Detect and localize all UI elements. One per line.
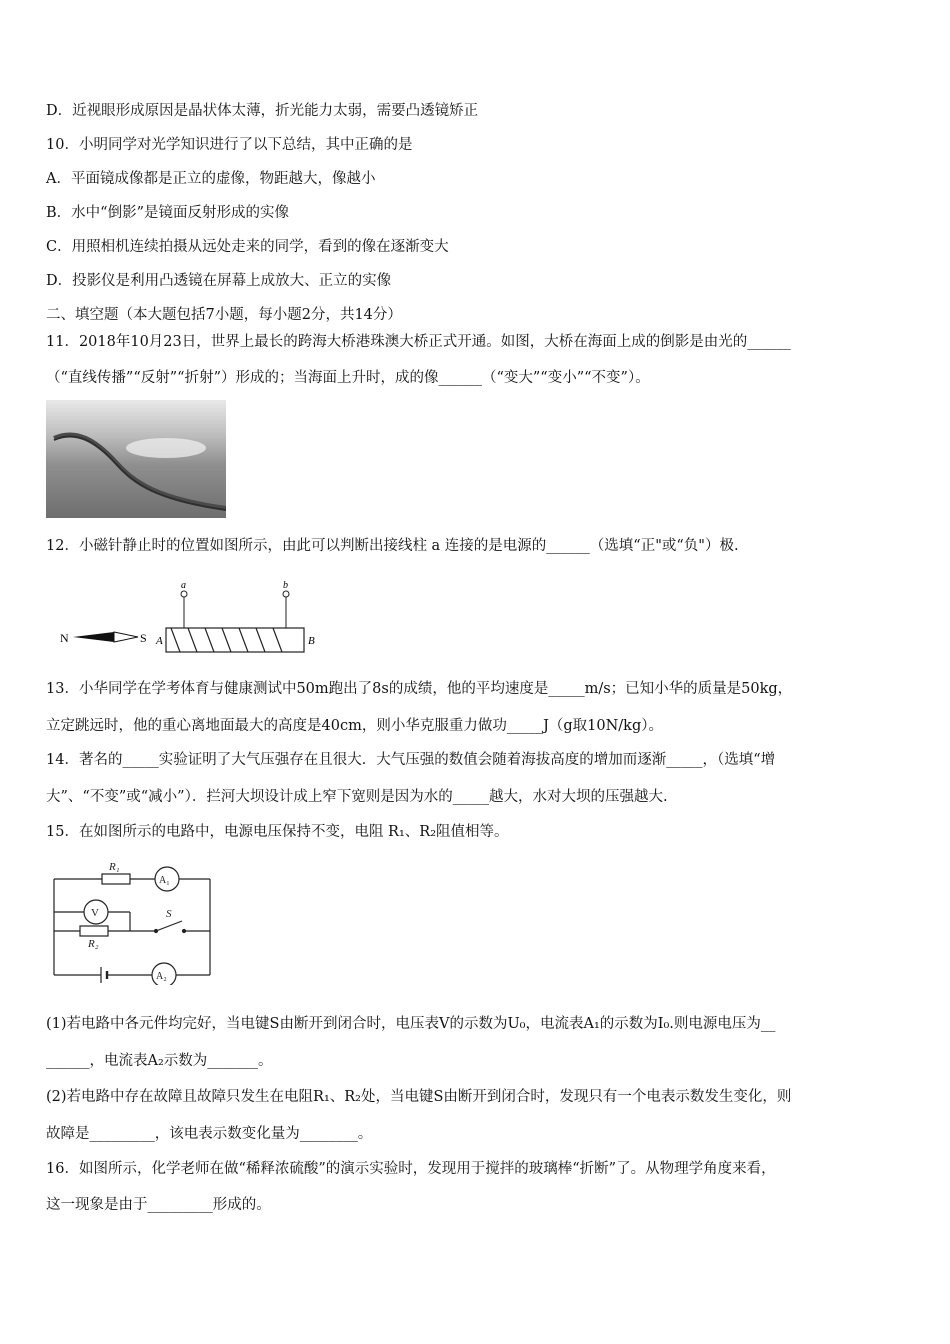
question-16-cont: 这一现象是由于_________形成的。 <box>46 1197 271 1213</box>
question-14: 14．著名的_____实验证明了大气压强存在且很大．大气压强的数值会随着海拔高度的增加而逐渐_____，（选填“增 <box>46 752 776 768</box>
terminal-b-label: b <box>283 580 288 591</box>
question-15: 15．在如图所示的电路中，电源电压保持不变，电阻 R₁、R₂阻值相等。 <box>46 824 509 840</box>
terminal-b-post <box>283 591 289 597</box>
solenoid-core <box>166 628 304 652</box>
magnet-solenoid-figure <box>56 580 336 658</box>
terminal-a-label: a <box>181 580 186 591</box>
resistor-r2 <box>80 926 108 936</box>
question-11: 11．2018年10月23日，世界上最长的跨海大桥港珠澳大桥正式开通。如图，大桥在海面上成的倒影是由光的______ <box>46 334 791 350</box>
option-10a: A．平面镜成像都是正立的虚像，物距越大，像越小 <box>46 171 376 187</box>
r1-label: R₁ <box>109 861 120 873</box>
question-14-cont: 大”、“不变”或“减小”）．拦河大坝设计成上窄下宽则是因为水的_____越大，水对大坝的压强越大. <box>46 789 668 805</box>
solenoid-a-end-label: A <box>156 635 163 647</box>
question-16: 16．如图所示，化学老师在做“稀释浓硫酸”的演示实验时，发现用于搅拌的玻璃棒“折断”了。从物理学角度来看， <box>46 1161 776 1177</box>
option-10b: B．水中“倒影”是镜面反射形成的实像 <box>46 205 289 221</box>
question-15-part2: (2)若电路中存在故障且故障只发生在电阻R₁、R₂处，当电键S由断开到闭合时，发现只有一个电表示数发生变化，则 <box>46 1089 792 1105</box>
section-heading: 二、填空题（本大题包括7小题，每小题2分，共14分） <box>46 307 402 323</box>
magnet-n-label: N <box>60 631 69 645</box>
option-9d: D．近视眼形成原因是晶状体太薄，折光能力太弱，需要凸透镜矫正 <box>46 103 479 119</box>
magnet-s-label: S <box>140 631 147 645</box>
a2-label: A₂ <box>156 971 167 982</box>
question-10: 10．小明同学对光学知识进行了以下总结，其中正确的是 <box>46 137 413 153</box>
r2-label: R₂ <box>88 938 99 950</box>
question-12: 12．小磁针静止时的位置如图所示，由此可以判断出接线柱 a 连接的是电源的______（选填“正"或“负"）极. <box>46 538 739 554</box>
compass-needle-north <box>73 632 114 642</box>
a1-label: A₁ <box>159 875 170 886</box>
resistor-r1 <box>102 874 130 884</box>
solenoid-coils <box>171 628 282 652</box>
bridge-photo <box>46 400 226 518</box>
terminal-a-post <box>181 591 187 597</box>
question-13: 13．小华同学在学考体育与健康测试中50m跑出了8s的成绩，他的平均速度是_____m/s；已知小华的质量是50kg， <box>46 681 793 697</box>
circuit-diagram <box>46 855 218 985</box>
option-10c: C．用照相机连续拍摄从远处走来的同学，看到的像在逐渐变大 <box>46 239 449 255</box>
question-11-cont: （“直线传播”“反射”“折射”）形成的；当海面上升时，成的像______（“变大”“变小”“不变”）。 <box>46 370 650 386</box>
question-13-cont: 立定跳远时，他的重心离地面最大的高度是40cm，则小华克服重力做功_____J（g取10N/kg）。 <box>46 718 664 734</box>
bridge-reflection-image <box>46 400 226 518</box>
question-15-part1: (1)若电路中各元件均完好，当电键S由断开到闭合时，电压表V的示数为U₀，电流表A₁的示数为I₀.则电源电压为__ <box>46 1016 776 1032</box>
compass-needle-south <box>114 632 138 642</box>
option-10d: D．投影仪是利用凸透镜在屏幕上成放大、正立的实像 <box>46 273 392 289</box>
question-15-part2-cont: 故障是_________，该电表示数变化量为________。 <box>46 1126 373 1142</box>
v-label: V <box>91 907 99 919</box>
solenoid-b-end-label: B <box>308 635 315 647</box>
question-15-part1-cont: ______，电流表A₂示数为_______。 <box>46 1053 273 1069</box>
s-label: S <box>166 908 172 920</box>
switch-s <box>156 921 182 931</box>
